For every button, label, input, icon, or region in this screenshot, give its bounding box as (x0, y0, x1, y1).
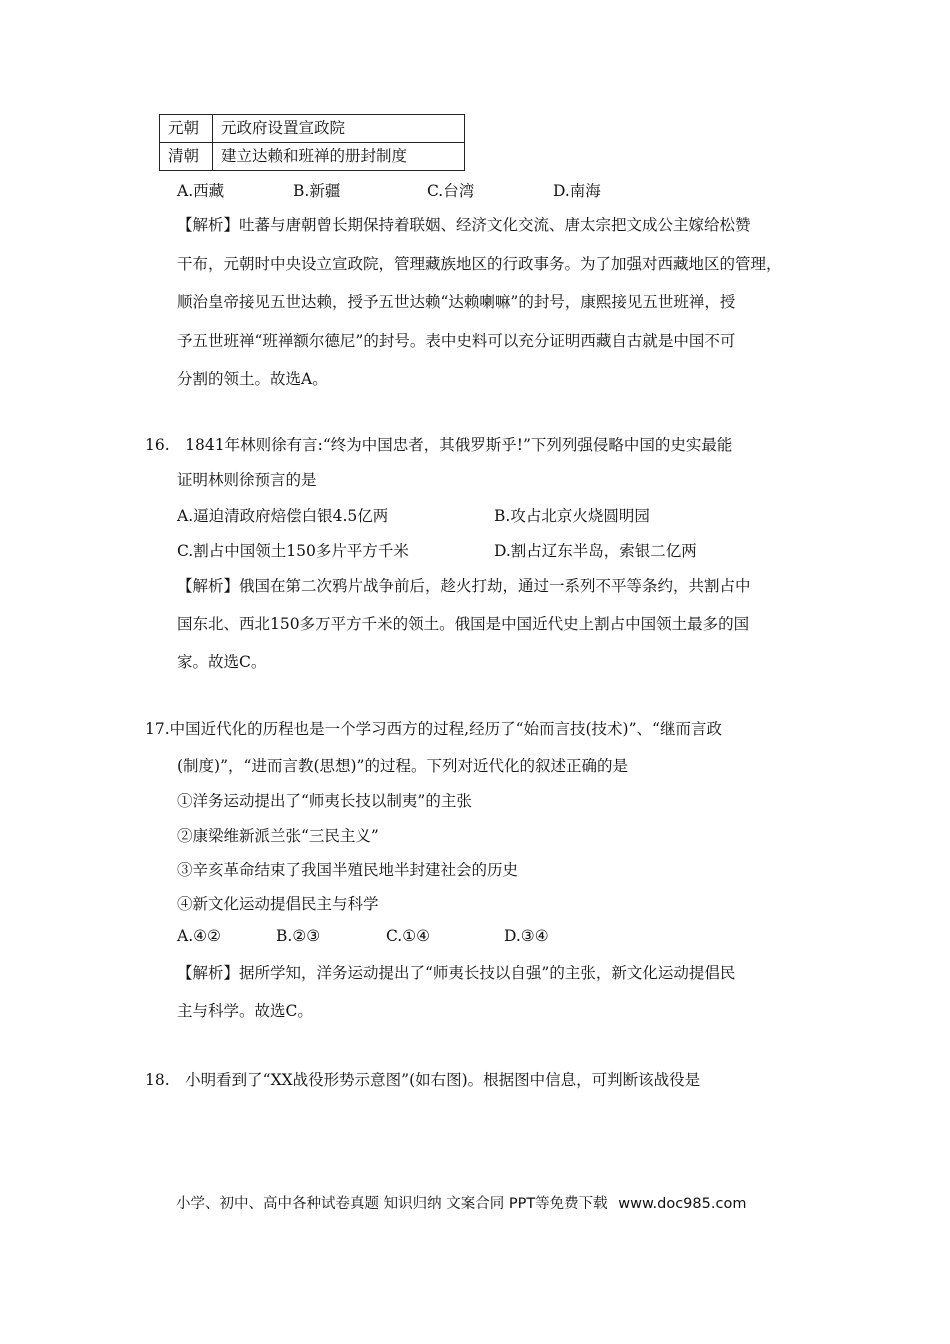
dynasty-cell: 清朝 (160, 143, 213, 171)
q15-analysis-line: 【解析】吐蕃与唐朝曾长期保持着联姻、经济文化交流、唐太宗把文成公主嫁给松赞 (177, 216, 751, 234)
q17-option-c: C.①④ (386, 927, 431, 945)
dynasty-cell: 元朝 (160, 115, 213, 143)
event-cell: 元政府设置宣政院 (213, 115, 465, 143)
q17-option-b: B.②③ (276, 927, 321, 945)
q15-option-c: C.台湾 (427, 182, 475, 200)
q15-option-b: B.新疆 (293, 182, 341, 200)
q17-stem-line: 17.中国近代化的历程也是一个学习西方的过程,经历了“始而言技(技术)”、“继而言政 (145, 720, 722, 738)
q17-option-a: A.④② (177, 927, 221, 945)
q17-item: ①洋务运动提出了“师夷长技以制夷”的主张 (177, 792, 472, 810)
q15-analysis-line: 分割的领土。故选A。 (177, 370, 328, 388)
q17-option-d: D.③④ (504, 927, 549, 945)
q17-stem-line: (制度)”，“进而言教(思想)”的过程。下列对近代化的叙述正确的是 (177, 757, 628, 775)
footer-text (176, 1192, 746, 1213)
q18-stem: 18. 小明看到了“XX战役形势示意图”(如右图)。根据图中信息，可判断该战役是 (145, 1071, 701, 1089)
q17-analysis-line: 【解析】据所学知，洋务运动提出了“师夷长技以自强”的主张，新文化运动提倡民 (177, 964, 736, 982)
q15-option-a: A.西藏 (177, 182, 225, 200)
q16-option-d: D.割占辽东半岛，索银二亿两 (494, 542, 697, 560)
history-table (159, 114, 465, 171)
q16-analysis-line: 家。故选C。 (177, 653, 267, 671)
q15-analysis-line: 予五世班禅“班禅额尔德尼”的封号。表中史料可以充分证明西藏自古就是中国不可 (177, 332, 736, 350)
q17-analysis-line: 主与科学。故选C。 (177, 1002, 313, 1020)
q16-stem-line: 证明林则徐预言的是 (177, 471, 317, 489)
q15-analysis-line: 顺治皇帝接见五世达赖，授予五世达赖“达赖喇嘛”的封号，康熙接见五世班禅，授 (177, 293, 736, 311)
q16-analysis-line: 国东北、西北150多万平方千米的领土。俄国是中国近代史上割占中国领土最多的国 (177, 615, 750, 633)
q17-item: ②康梁维新派兰张“三民主义” (177, 827, 379, 845)
table-row (160, 143, 465, 171)
q17-item: ④新文化运动提倡民主与科学 (177, 895, 379, 913)
q17-item: ③辛亥革命结束了我国半殖民地半封建社会的历史 (177, 861, 519, 879)
q16-option-c: C.割占中国领土150多片平方千米 (177, 542, 409, 560)
q15-option-d: D.南海 (553, 182, 601, 200)
table-row (160, 115, 465, 143)
event-cell: 建立达赖和班禅的册封制度 (213, 143, 465, 171)
footer-description: 小学、初中、高中各种试卷真题 知识归纳 文案合同 PPT等免费下载 (176, 1196, 608, 1212)
footer-url[interactable]: www.doc985.com (618, 1196, 747, 1212)
q16-stem-line: 16. 1841年林则徐有言:“终为中国忠者，其俄罗斯乎!”下列列强侵略中国的史实最能 (145, 436, 733, 454)
q16-option-b: B.攻占北京火烧圆明园 (494, 507, 650, 525)
q16-analysis-line: 【解析】俄国在第二次鸦片战争前后，趁火打劫，通过一系列不平等条约，共割占中 (177, 577, 751, 595)
q16-option-a: A.逼迫清政府焙偿白银4.5亿两 (177, 507, 389, 525)
q15-analysis-line: 干布，元朝时中央设立宣政院，管理藏族地区的行政事务。为了加强对西藏地区的管理， (177, 255, 782, 273)
